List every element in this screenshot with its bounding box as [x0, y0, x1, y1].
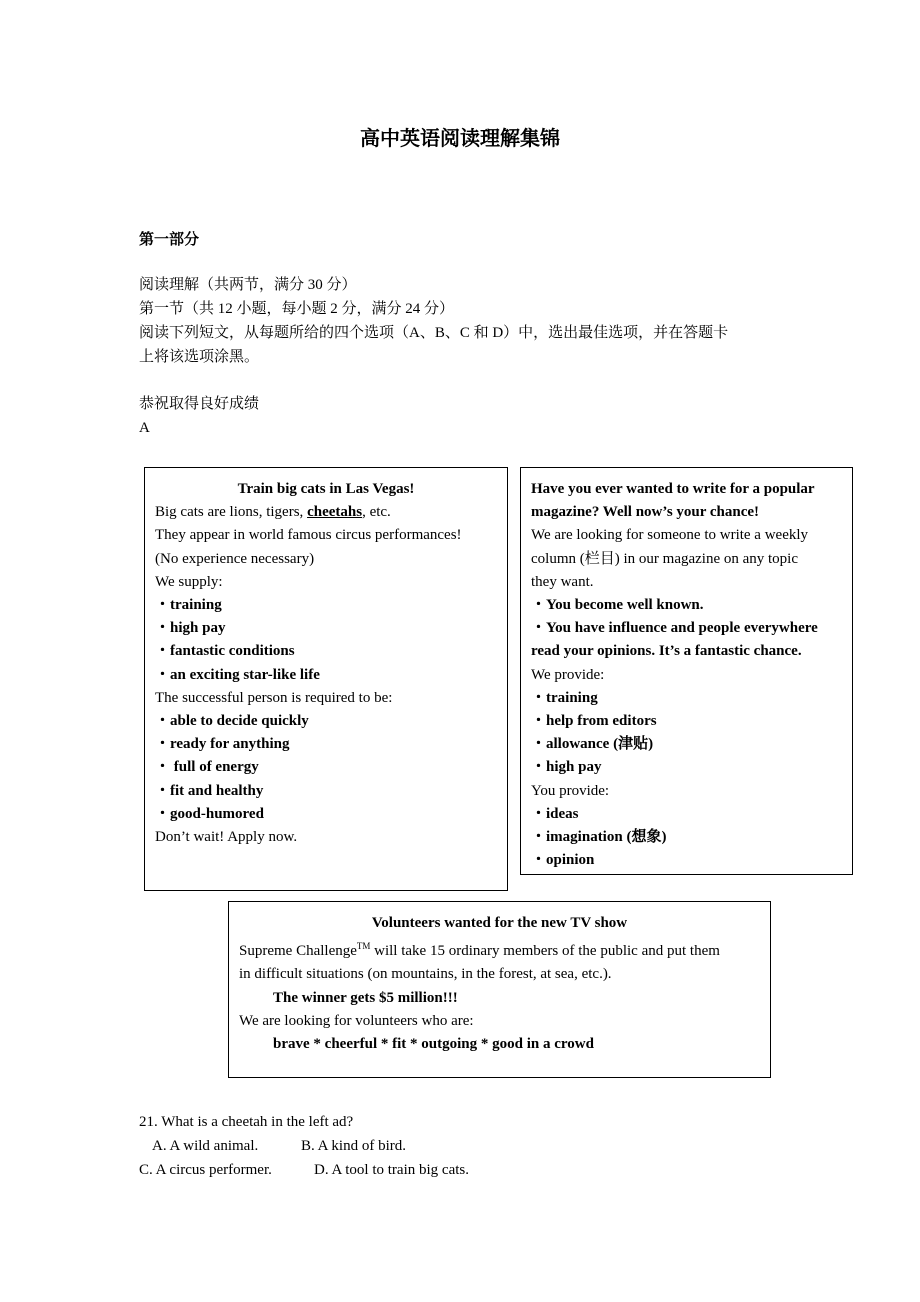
section-heading: 第一部分 [139, 232, 200, 248]
ad-right-title: magazine? Well now’s your chance! [531, 504, 760, 521]
instruction-line: 第一节（共 12 小题，每小题 2 分，满分 24 分） [139, 301, 455, 317]
list-item: ・ help from editors [531, 710, 842, 733]
page-title: 高中英语阅读理解集锦 [360, 128, 560, 150]
list-item: ・ training [155, 594, 507, 617]
option-c: C. A circus performer. [139, 1162, 272, 1178]
wish-text: 恭祝取得良好成绩 [139, 396, 260, 412]
list-item: ・ fit and healthy [155, 780, 507, 803]
ad-right-line: they want. [531, 573, 594, 590]
ad-left-line: They appear in world famous circus performances! [155, 527, 462, 544]
ad-right-line: column (栏目) in our magazine on any topic [531, 550, 799, 567]
list-item: ・ good-humored [155, 803, 507, 826]
ad-left-title: Train big cats in Las Vegas! [237, 481, 415, 497]
required-label: The successful person is required to be: [155, 689, 393, 706]
ad-right-box [520, 467, 853, 875]
list-item: ・ allowance (津贴) [531, 733, 842, 756]
passage-label: A [139, 420, 150, 436]
ad-bottom-box [228, 901, 771, 1078]
prize-text: The winner gets $5 million!!! [273, 989, 458, 1006]
cheetahs-term: cheetahs [307, 504, 363, 521]
traits-text: brave * cheerful * fit * outgoing * good in a crowd [273, 1036, 594, 1053]
list-item: read your opinions. It’s a fantastic chance. [531, 643, 802, 660]
you-provide-label: You provide: [531, 782, 610, 799]
instruction-line: 上将该选项涂黑。 [139, 349, 260, 365]
list-item: ・ high pay [155, 617, 507, 640]
trademark-mark: TM [356, 941, 371, 952]
option-a: A. A wild animal. [152, 1138, 259, 1154]
instruction-line: 阅读下列短文，从每题所给的四个选项（A、B、C 和 D）中，选出最佳选项，并在答题卡 [139, 325, 729, 341]
list-item: ・ high pay [531, 756, 842, 779]
ad-right-line: We are looking for someone to write a weekly [531, 527, 809, 544]
list-item: ・ fantastic conditions [155, 640, 507, 663]
ad-left-closing: Don’t wait! Apply now. [155, 829, 298, 846]
ad-bottom-line: We are looking for volunteers who are: [239, 1012, 474, 1029]
list-item: ・ opinion [531, 849, 842, 872]
ad-bottom-title: Volunteers wanted for the new TV show [371, 915, 628, 931]
list-item: ・ You have influence and people everywhere [531, 617, 842, 640]
ad-left-box [144, 467, 508, 891]
ad-left-line: (No experience necessary) [155, 550, 315, 567]
ad-right-title: Have you ever wanted to write for a popular [531, 481, 815, 497]
list-item: ・ training [531, 687, 842, 710]
ad-bottom-line: in difficult situations (on mountains, in the forest, at sea, etc.). [239, 966, 612, 983]
list-item: ・ able to decide quickly [155, 710, 507, 733]
ad-left-line: Big cats are lions, tigers, cheetahs, etc. [155, 504, 391, 521]
list-item: ・ You become well known. [531, 594, 842, 617]
ad-bottom-line: Supreme Challenge™ will take 15 ordinary members of the public and put them [239, 941, 720, 960]
list-item: ・ ready for anything [155, 733, 507, 756]
instruction-line: 阅读理解（共两节，满分 30 分） [139, 277, 357, 293]
list-item: ・ ideas [531, 803, 842, 826]
provide-label: We provide: [531, 666, 605, 683]
list-item: ・ imagination (想象) [531, 826, 842, 849]
question-stem: 21. What is a cheetah in the left ad? [139, 1114, 354, 1130]
list-item: ・ an exciting star-like life [155, 664, 507, 687]
list-item: ・ full of energy [155, 759, 259, 776]
option-d: D. A tool to train big cats. [314, 1162, 469, 1178]
supply-label: We supply: [155, 573, 223, 590]
option-b: B. A kind of bird. [301, 1138, 407, 1154]
